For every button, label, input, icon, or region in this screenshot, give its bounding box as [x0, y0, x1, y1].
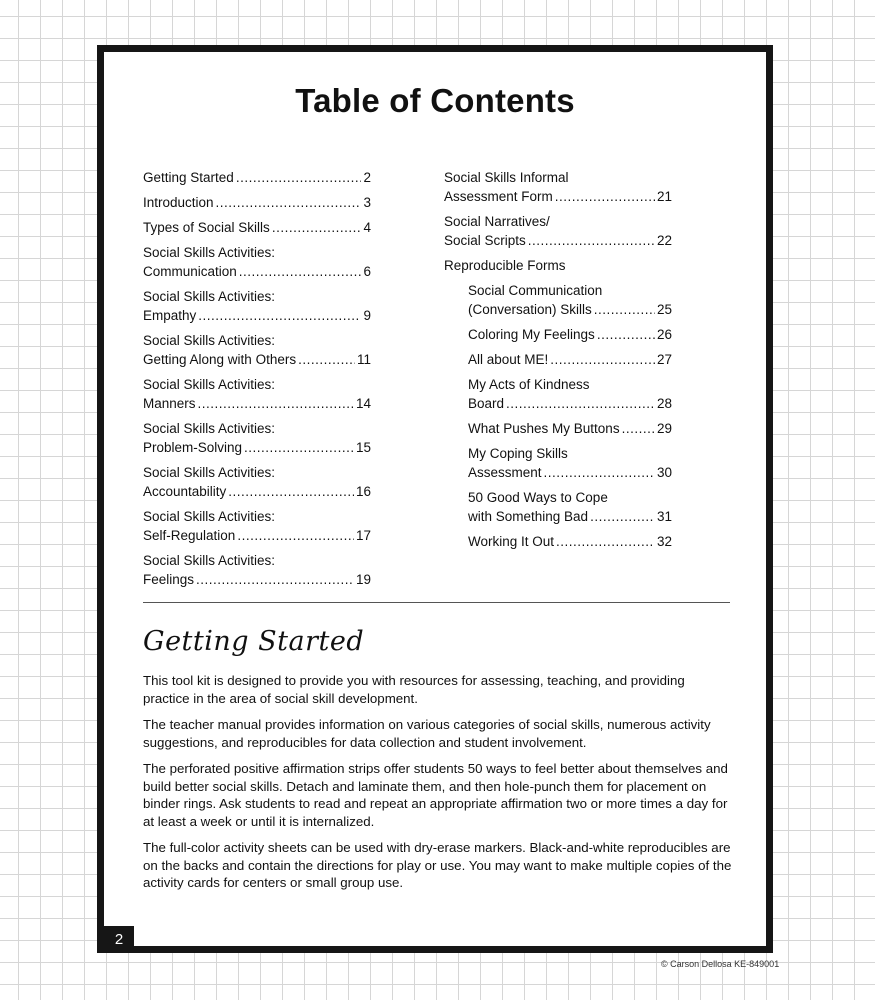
toc-page-number: 19 — [355, 572, 371, 587]
toc-entry-title: Getting Started — [143, 170, 234, 185]
toc-entry-title: Board — [468, 396, 505, 411]
toc-entry-title-line: Social Skills Activities: — [143, 333, 276, 348]
toc-page-number: 22 — [656, 233, 672, 248]
toc-entry-line — [143, 193, 371, 212]
toc-entry — [143, 243, 371, 281]
toc-page-number: 15 — [355, 440, 371, 455]
paragraph: This tool kit is designed to provide you with resources for assessing, teaching, and providing practice in the area of social skill development. — [143, 673, 685, 706]
toc-leader-dots — [237, 526, 354, 545]
toc-entry-line — [143, 168, 371, 187]
toc-leader-dots — [594, 300, 655, 319]
toc-entry — [143, 551, 371, 589]
toc-entry-title-line: Social Skills Activities: — [143, 553, 276, 568]
toc-leader-dots — [590, 507, 655, 526]
toc-entry — [143, 507, 371, 545]
toc-entry-title-line: My Coping Skills — [468, 446, 568, 461]
toc-entry-line — [143, 262, 371, 281]
toc-entry-title: Accountability — [143, 484, 227, 499]
toc-page-number: 9 — [363, 308, 371, 323]
toc-leader-dots — [228, 482, 354, 501]
toc-leader-dots — [272, 218, 362, 237]
toc-left-column — [143, 168, 371, 595]
toc-entry — [468, 532, 672, 551]
section-divider — [143, 602, 730, 603]
toc-entry — [468, 375, 672, 413]
getting-started-body — [143, 672, 733, 901]
toc-entry — [444, 212, 672, 250]
toc-leader-dots — [528, 231, 655, 250]
toc-entry-line — [444, 187, 672, 206]
toc-entry-title: with Something Bad — [468, 509, 589, 524]
toc-leader-dots — [236, 168, 362, 187]
toc-page-number: 28 — [656, 396, 672, 411]
toc-entry — [468, 325, 672, 344]
toc-entry-title: Working It Out — [468, 534, 555, 549]
toc-page-number: 11 — [356, 352, 371, 367]
toc-page-number: 17 — [355, 528, 371, 543]
paragraph: The full-color activity sheets can be used with dry-erase markers. Black-and-white reproducibles are on the backs and contain the directions for play or use. You may want to make multiple copies of the activity cards for centers or small group use. — [143, 840, 732, 890]
toc-page-number: 4 — [363, 220, 371, 235]
page-frame — [97, 45, 773, 953]
toc-entry-title-line: Social Skills Activities: — [143, 509, 276, 524]
toc-entry — [143, 193, 371, 212]
toc-entry-line — [468, 532, 672, 551]
toc-leader-dots — [298, 350, 355, 369]
toc-page-number: 30 — [656, 465, 672, 480]
toc-page-number: 6 — [363, 264, 371, 279]
toc-entry-line — [143, 218, 371, 237]
toc-entry — [143, 331, 371, 369]
toc-entry — [143, 218, 371, 237]
toc-entry-title: Assessment Form — [444, 189, 553, 204]
toc-entry-title: Self-Regulation — [143, 528, 236, 543]
toc-entry-line — [468, 463, 672, 482]
toc-right-entries — [444, 168, 672, 250]
toc-entry-line — [468, 507, 672, 526]
toc-entry-title-line: Social Skills Activities: — [143, 289, 276, 304]
toc-entry-title-line: Social Skills Activities: — [143, 421, 276, 436]
toc-entry-line — [143, 438, 371, 457]
paragraph: The teacher manual provides information on various categories of social skills, numerous activity suggestions, and reproducibles for data collection and student involvement. — [143, 717, 711, 750]
toc-entry-title: Problem-Solving — [143, 440, 243, 455]
toc-entry — [468, 281, 672, 319]
toc-entry-line — [143, 306, 371, 325]
toc-page-number: 27 — [656, 352, 672, 367]
toc-entry-title-line: Social Narratives/ — [444, 214, 550, 229]
toc-leader-dots — [198, 306, 361, 325]
toc-entry-line — [468, 419, 672, 438]
toc-leader-dots — [622, 419, 655, 438]
toc-entry-line — [143, 394, 371, 413]
toc-entry — [444, 168, 672, 206]
toc-entry-line — [468, 325, 672, 344]
toc-entry-line — [143, 526, 371, 545]
toc-page-number: 32 — [656, 534, 672, 549]
toc-entry-line — [143, 482, 371, 501]
toc-entry — [143, 168, 371, 187]
toc-entry-title: Empathy — [143, 308, 197, 323]
toc-entry-title: All about ME! — [468, 352, 549, 367]
toc-leader-dots — [239, 262, 362, 281]
toc-leader-dots — [198, 394, 354, 413]
toc-entry — [143, 463, 371, 501]
getting-started-heading: Getting Started — [143, 626, 365, 657]
toc-leader-dots — [550, 350, 655, 369]
toc-entry-title: Manners — [143, 396, 196, 411]
toc-entry-title: Getting Along with Others — [143, 352, 297, 367]
toc-right-column — [444, 168, 672, 557]
toc-leader-dots — [544, 463, 655, 482]
toc-entry-line — [468, 350, 672, 369]
toc-entry-title: (Conversation) Skills — [468, 302, 592, 317]
toc-page-number: 29 — [656, 421, 672, 436]
toc-page-number: 25 — [656, 302, 672, 317]
toc-entry-title-line: My Acts of Kindness — [468, 377, 590, 392]
toc-entry — [143, 287, 371, 325]
toc-entry-title: Social Scripts — [444, 233, 526, 248]
toc-page-number: 3 — [363, 195, 371, 210]
toc-entry-title: Assessment — [468, 465, 542, 480]
toc-entry-title-line: 50 Good Ways to Cope — [468, 490, 608, 505]
toc-page-number: 14 — [355, 396, 371, 411]
toc-entry-title: What Pushes My Buttons — [468, 421, 620, 436]
toc-entry-title: Introduction — [143, 195, 214, 210]
toc-leader-dots — [216, 193, 362, 212]
toc-entry-title: Feelings — [143, 572, 195, 587]
toc-leader-dots — [196, 570, 354, 589]
toc-leader-dots — [506, 394, 655, 413]
paragraph: The perforated positive affirmation strips offer students 50 ways to feel better about themselves and build better social skills. Detach and laminate them, and then hole-punch them for placement on binder rings. Ask students to read and repeat an appropriate affirmation two or more times a day for at least a week or until it is internalized. — [143, 761, 728, 829]
toc-entry — [143, 419, 371, 457]
toc-entry — [143, 375, 371, 413]
toc-reproducible-forms-list — [444, 281, 672, 551]
toc-entry-title: Coloring My Feelings — [468, 327, 595, 342]
toc-entry-title: Types of Social Skills — [143, 220, 270, 235]
toc-entry — [468, 350, 672, 369]
toc-entry — [468, 419, 672, 438]
toc-page-number: 21 — [656, 189, 672, 204]
toc-entry-title-line: Social Skills Activities: — [143, 377, 276, 392]
toc-entry — [468, 488, 672, 526]
page-title: Table of Contents — [295, 82, 575, 119]
toc-leader-dots — [244, 438, 354, 457]
toc-entry-line — [143, 350, 371, 369]
toc-page-number: 16 — [355, 484, 371, 499]
toc-entry-line — [468, 394, 672, 413]
toc-leader-dots — [555, 187, 655, 206]
copyright-notice: © Carson Dellosa KE-849001 — [661, 959, 780, 969]
toc-entry-title-line: Social Skills Informal — [444, 170, 569, 185]
toc-entry-title-line: Social Skills Activities: — [143, 465, 276, 480]
toc-page-number: 26 — [656, 327, 672, 342]
toc-entry-line — [143, 570, 371, 589]
toc-entry-line — [468, 300, 672, 319]
toc-leader-dots — [556, 532, 655, 551]
toc-page-number: 2 — [363, 170, 371, 185]
toc-entry-title: Communication — [143, 264, 237, 279]
toc-entry-title-line: Social Communication — [468, 283, 603, 298]
toc-entry-line — [444, 231, 672, 250]
toc-leader-dots — [597, 325, 655, 344]
toc-page-number: 31 — [656, 509, 672, 524]
toc-entry — [468, 444, 672, 482]
page-number-badge: 2 — [104, 926, 134, 953]
toc-reproducible-forms-heading: Reproducible Forms — [444, 258, 566, 273]
toc-entry-title-line: Social Skills Activities: — [143, 245, 276, 260]
